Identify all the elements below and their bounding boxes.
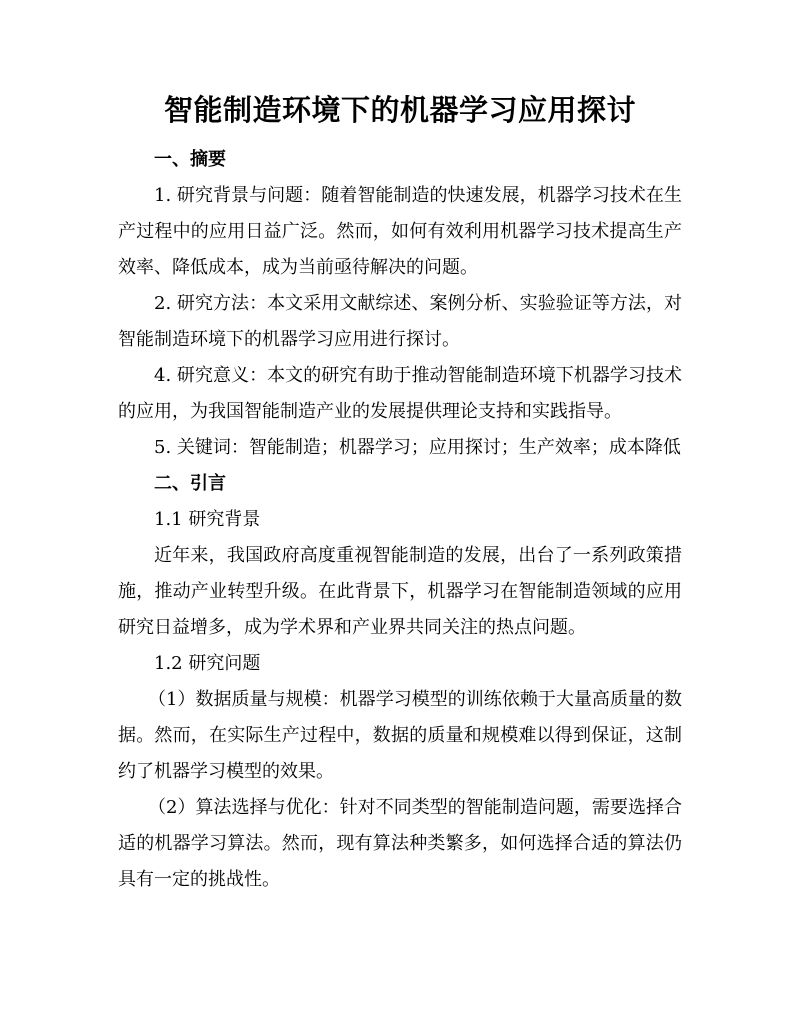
abstract-heading: 一、摘要: [154, 149, 226, 170]
abstract-item-background: 1. 研究背景与问题：随着智能制造的快速发展，机器学习技术在生产过程中的应用日益广泛。然而，如何有效利用机器学习技术提高生产效率、降低成本，成为当前亟待解决的问题。: [118, 185, 682, 278]
document-title: 智能制造环境下的机器学习应用探讨: [163, 93, 636, 127]
intro-problem-data: （1）数据质量与规模：机器学习模型的训练依赖于大量高质量的数据。然而，在实际生产过程中，数据的质量和规模难以得到保证，这制约了机器学习模型的效果。: [118, 689, 682, 782]
intro-problem-algorithm: （2）算法选择与优化：针对不同类型的智能制造问题，需要选择合适的机器学习算法。然而，现有算法种类繁多，如何选择合适的算法仍具有一定的挑战性。: [118, 797, 682, 890]
intro-heading: 二、引言: [154, 473, 226, 494]
abstract-item-significance: 4. 研究意义：本文的研究有助于推动智能制造环境下机器学习技术的应用，为我国智能制造产业的发展提供理论支持和实践指导。: [118, 365, 682, 422]
abstract-item-keywords: 5. 关键词：智能制造；机器学习；应用探讨；生产效率；成本降低: [154, 437, 681, 458]
intro-background-text: 近年来，我国政府高度重视智能制造的发展，出台了一系列政策措施，推动产业转型升级。在此背景下，机器学习在智能制造领域的应用研究日益增多，成为学术界和产业界共同关注的热点问题。: [118, 545, 682, 638]
abstract-item-method: 2. 研究方法：本文采用文献综述、案例分析、实验验证等方法，对智能制造环境下的机器学习应用进行探讨。: [118, 293, 682, 350]
intro-subheading-problem: 1.2 研究问题: [154, 653, 261, 674]
intro-subheading-background: 1.1 研究背景: [154, 509, 261, 530]
